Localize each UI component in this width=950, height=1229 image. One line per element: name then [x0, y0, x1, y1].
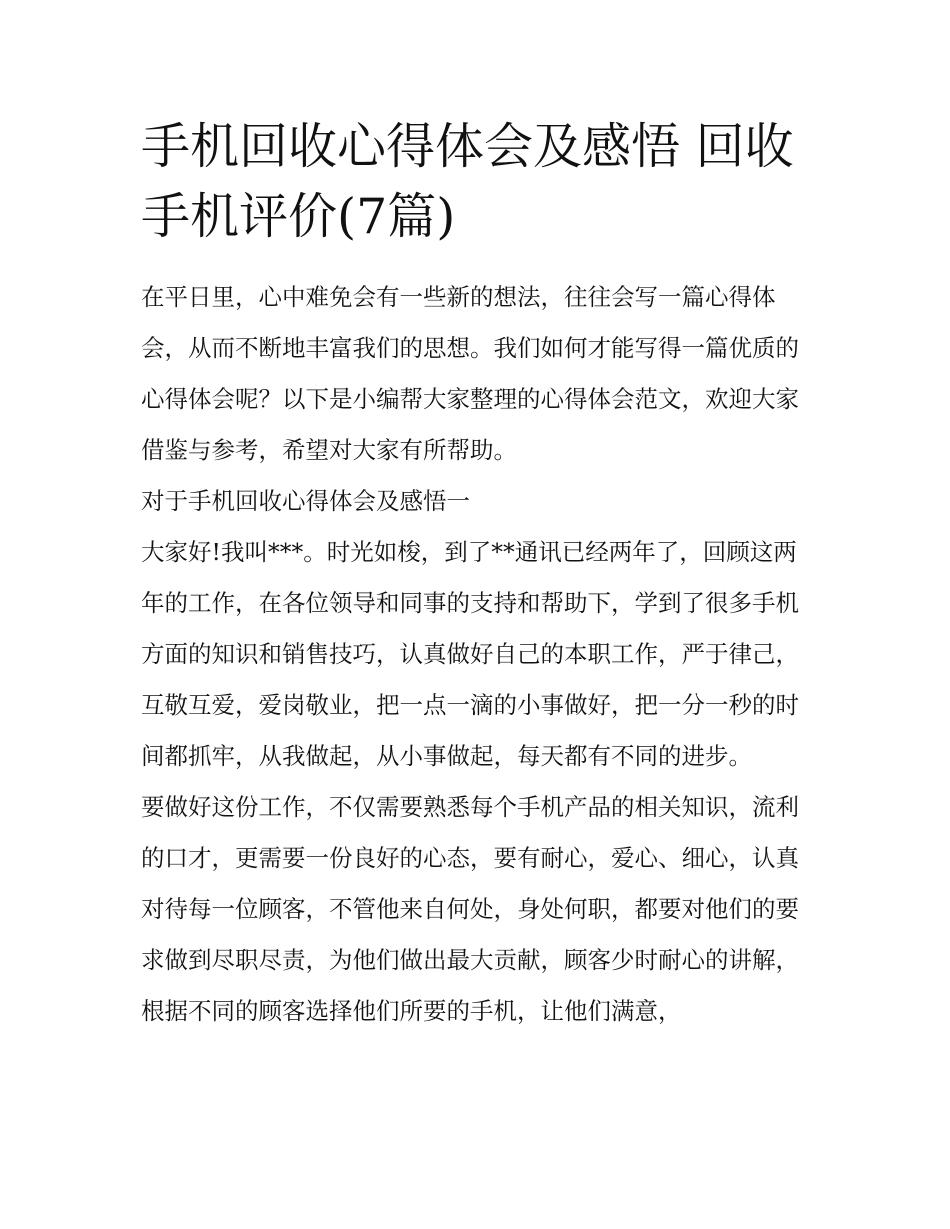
document-content	[141, 112, 813, 1037]
intro-paragraph: 在平日里，心中难免会有一些新的想法，往往会写一篇心得体会，从而不断地丰富我们的思想。我们如何才能写得一篇优质的心得体会呢？以下是小编帮大家整理的心得体会范文，欢迎大家借鉴与参考，希望对大家有所帮助。	[141, 283, 799, 464]
body-paragraph-1: 大家好!我叫***。时光如梭，到了**通讯已经两年了，回顾这两年的工作，在各位领导和同事的支持和帮助下，学到了很多手机方面的知识和销售技巧，认真做好自己的本职工作，严于律己，互敬互爱，爱岗敬业，把一点一滴的小事做好，把一分一秒的时间都抓牢，从我做起，从小事做起，每天都有不同的进步。	[141, 538, 799, 770]
section-heading: 对于手机回收心得体会及感悟一	[141, 487, 470, 515]
document-title: 手机回收心得体会及感悟 回收手机评价(7篇)	[141, 118, 794, 245]
body-paragraph-2: 要做好这份工作，不仅需要熟悉每个手机产品的相关知识，流利的口才，更需要一份良好的心态，要有耐心，爱心、细心，认真对待每一位顾客，不管他来自何处，身处何职，都要对他们的要求做到尽职尽责，为他们做出最大贡献，顾客少时耐心的讲解，根据不同的顾客选择他们所要的手机，让他们满意，	[141, 793, 799, 1025]
